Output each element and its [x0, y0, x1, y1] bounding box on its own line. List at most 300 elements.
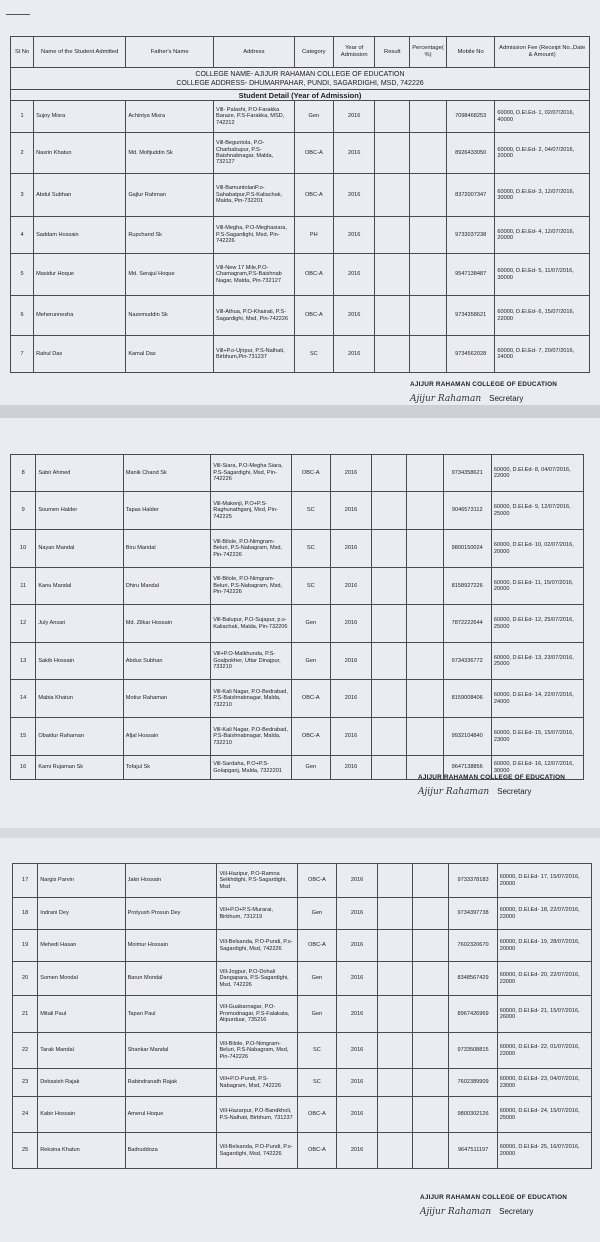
cell-address: Vill-Hazarpur, P.O-Bandkholi, P.S-Nalhati, Birbhum, 731237: [217, 1097, 297, 1133]
cell-result: [378, 930, 412, 962]
table-row: [11, 455, 584, 492]
col-sl: Sl No: [11, 37, 34, 68]
cell-mobile: 9647511197: [449, 1133, 497, 1169]
cell-category: Gen: [297, 962, 336, 996]
page-fold: [0, 828, 600, 838]
cell-father: Tofajul Sk: [123, 756, 210, 780]
col-fee: Admission Fee (Receipt No.,Date & Amount): [495, 37, 590, 68]
signature-college: AJIJUR RAHAMAN COLLEGE OF EDUCATION: [410, 381, 558, 388]
cell-address: Vill-Bilole, P.O-Nimgram-Beluri, P.S-Nabagram, Msd, Pin-742226: [211, 530, 292, 568]
cell-year: 2016: [333, 133, 375, 174]
cell-address: Vill+P.o-Ujirpur, P.S-Nalhati, Birbhum,Pin-731237: [213, 336, 294, 373]
cell-father: Md. Mofijuddin Sk: [126, 133, 214, 174]
table-row: [11, 568, 584, 605]
cell-fee: 60000, D.El.Ed- 23, 04/07/2016, 23000: [497, 1069, 591, 1097]
cell-result: [378, 1097, 412, 1133]
cell-year: 2016: [330, 568, 371, 605]
signature-role: Secretary: [499, 1207, 534, 1216]
cell-category: OBC-A: [294, 296, 333, 336]
cell-mobile: 9800302126: [449, 1097, 497, 1133]
cell-category: Gen: [291, 643, 330, 680]
cell-result: [372, 492, 407, 530]
cell-year: 2016: [336, 1097, 377, 1133]
cell-name: Kabir Hossain: [38, 1097, 125, 1133]
signature-script: Ajijur Rahaman: [410, 394, 482, 404]
table-row: [13, 930, 592, 962]
cell-result: [372, 605, 407, 643]
cell-year: 2016: [330, 605, 371, 643]
cell-father: Shankar Mandal: [125, 1033, 217, 1069]
cell-sl: 11: [11, 568, 36, 605]
cell-category: OBC-A: [297, 930, 336, 962]
cell-result: [375, 296, 410, 336]
cell-father: Nazemuddin Sk: [126, 296, 214, 336]
cell-percentage: [406, 492, 443, 530]
cell-address: Vill-BamuntolanP.o-Sahabatpur,P.S-Kaliachak, Malda, Pin-732201: [213, 174, 294, 217]
cell-year: 2016: [330, 680, 371, 718]
cell-percentage: [410, 133, 447, 174]
cell-fee: 60000, D.El.Ed- 22, 01/07/2016, 22000: [497, 1033, 591, 1069]
col-result: Result: [375, 37, 410, 68]
cell-address: Vill- Palashi, P.O-Farakka Baraze, P.S-Farakka, MSD, 742212: [213, 101, 294, 133]
table-row: [11, 217, 590, 254]
cell-percentage: [410, 254, 447, 296]
cell-percentage: [406, 680, 443, 718]
cell-mobile: 9647138856: [443, 756, 491, 780]
cell-address: Vill-Balupur, P.O-Sujapur, p.s-Kaliachak, Malda, Pin-732206: [211, 605, 292, 643]
cell-name: Kanu Mandal: [36, 568, 123, 605]
cell-address: Vill+P.O+P.S-Murarai, Birbhum, 731219: [217, 898, 297, 930]
cell-percentage: [410, 296, 447, 336]
cell-mobile: 8372007347: [446, 174, 494, 217]
cell-name: Sujoy Misra: [34, 101, 126, 133]
cell-father: Dhiru Mandal: [123, 568, 210, 605]
cell-sl: 5: [11, 254, 34, 296]
cell-sl: 8: [11, 455, 36, 492]
cell-year: 2016: [333, 217, 375, 254]
cell-mobile: 9734397738: [449, 898, 497, 930]
cell-year: 2016: [333, 296, 375, 336]
cell-mobile: 8926433050: [446, 133, 494, 174]
cell-sl: 17: [13, 864, 38, 898]
cell-mobile: 7872222644: [443, 605, 491, 643]
cell-father: Badruddoza: [125, 1133, 217, 1169]
cell-fee: 60000, D.El.Ed- 6, 15/07/2016, 22000: [495, 296, 590, 336]
cell-year: 2016: [333, 336, 375, 373]
cell-category: Gen: [294, 101, 333, 133]
cell-percentage: [406, 568, 443, 605]
cell-address: Vill-New 17 Mile,P.O-Chamagram,P.S-Baishnab Nagar, Malda, Pin-732127: [213, 254, 294, 296]
page-3: [0, 838, 600, 1242]
cell-category: OBC-A: [297, 1097, 336, 1133]
cell-mobile: 9733378183: [449, 864, 497, 898]
cell-result: [375, 217, 410, 254]
table-row: [11, 643, 584, 680]
cell-fee: 60000, D.El.Ed- 1, 02/07/2016, 40000: [495, 101, 590, 133]
col-year: Year of Admission: [333, 37, 375, 68]
cell-fee: 60000, D.El.Ed- 5, 11/07/2016, 30000: [495, 254, 590, 296]
cell-name: Nayan Mandal: [36, 530, 123, 568]
cell-name: Mabia Khatun: [36, 680, 123, 718]
cell-category: SC: [291, 492, 330, 530]
cell-father: Barun Mondal: [125, 962, 217, 996]
cell-category: OBC-A: [297, 864, 336, 898]
cell-percentage: [412, 1097, 449, 1133]
cell-year: 2016: [330, 530, 371, 568]
cell-category: SC: [297, 1069, 336, 1097]
signature-role: Secretary: [497, 787, 532, 796]
student-table-page-1: [10, 36, 590, 373]
cell-father: Kamal Das: [126, 336, 214, 373]
table-row: [11, 718, 584, 756]
cell-percentage: [410, 174, 447, 217]
table-row: [11, 254, 590, 296]
cell-father: Md. Zilkar Hossain: [123, 605, 210, 643]
cell-father: Amerul Hoque: [125, 1097, 217, 1133]
cell-address: Vill-Kali Nagar, P.O-Bedrabad, P.S-Baishnabnagar, Malda, 732210: [211, 718, 292, 756]
cell-name: July Ansari: [36, 605, 123, 643]
cell-name: Soumen Halder: [36, 492, 123, 530]
cell-mobile: 9932104840: [443, 718, 491, 756]
cell-percentage: [410, 101, 447, 133]
cell-sl: 19: [13, 930, 38, 962]
col-name: Name of the Student Admitted: [34, 37, 126, 68]
cell-percentage: [412, 996, 449, 1033]
cell-name: Nargis Parvin: [38, 864, 125, 898]
cell-name: Sakib Hossain: [36, 643, 123, 680]
cell-percentage: [406, 643, 443, 680]
scan-mark: [6, 14, 30, 15]
cell-year: 2016: [336, 898, 377, 930]
cell-mobile: 7602389909: [449, 1069, 497, 1097]
cell-name: Debasish Rajak: [38, 1069, 125, 1097]
table-row: [13, 1133, 592, 1169]
col-percentage: Percentage( %): [410, 37, 447, 68]
cell-fee: 60000, D.El.Ed- 12, 25/07/2016, 25000: [491, 605, 583, 643]
cell-result: [375, 254, 410, 296]
cell-fee: 60000, D.El.Ed- 20, 22/07/2016, 22000: [497, 962, 591, 996]
cell-result: [372, 568, 407, 605]
cell-mobile: 8159008406: [443, 680, 491, 718]
table-row: [11, 101, 590, 133]
cell-sl: 13: [11, 643, 36, 680]
table-row: [11, 133, 590, 174]
table-row: [11, 492, 584, 530]
cell-mobile: 8158927226: [443, 568, 491, 605]
signature-college: AJIJUR RAHAMAN COLLEGE OF EDUCATION: [420, 1194, 568, 1201]
cell-address: Vill-Athua, P.O-Khairati, P.S-Sagardighi, Msd, Pin-742226: [213, 296, 294, 336]
cell-father: Jakir Hossain: [125, 864, 217, 898]
cell-percentage: [412, 1133, 449, 1169]
cell-father: Protyush Prosun Dey: [125, 898, 217, 930]
cell-sl: 14: [11, 680, 36, 718]
cell-address: Vill+P.O-Pundi, P.S-Nabagram, Msd, 742226: [217, 1069, 297, 1097]
table-row: [13, 898, 592, 930]
cell-fee: 60000, D.El.Ed- 15, 15/07/2016, 23000: [491, 718, 583, 756]
table-row: [13, 864, 592, 898]
cell-category: OBC-A: [297, 1133, 336, 1169]
table-row: [13, 1097, 592, 1133]
student-table-page-3: [12, 863, 592, 1169]
cell-father: Motiur Rahaman: [123, 680, 210, 718]
cell-result: [372, 756, 407, 780]
cell-name: Abdul Subhan: [34, 174, 126, 217]
cell-mobile: 9046573112: [443, 492, 491, 530]
cell-father: Achintya Misra: [126, 101, 214, 133]
table-row: [11, 336, 590, 373]
cell-result: [372, 680, 407, 718]
table-row: [13, 1033, 592, 1069]
cell-category: OBC-A: [291, 680, 330, 718]
cell-result: [378, 1033, 412, 1069]
cell-result: [372, 455, 407, 492]
cell-sl: 20: [13, 962, 38, 996]
cell-result: [375, 133, 410, 174]
cell-percentage: [410, 336, 447, 373]
cell-sl: 23: [13, 1069, 38, 1097]
cell-sl: 2: [11, 133, 34, 174]
cell-percentage: [412, 1069, 449, 1097]
cell-result: [378, 898, 412, 930]
cell-category: SC: [297, 1033, 336, 1069]
table-row: [13, 962, 592, 996]
cell-sl: 9: [11, 492, 36, 530]
cell-mobile: 9734336772: [443, 643, 491, 680]
cell-year: 2016: [330, 718, 371, 756]
cell-fee: 60000, D.El.Ed- 7, 20/07/2016, 24000: [495, 336, 590, 373]
table-row: [11, 174, 590, 217]
cell-sl: 1: [11, 101, 34, 133]
cell-category: Gen: [297, 996, 336, 1033]
cell-address: Vill-Makenji, P.O+P.S-Raghunathganj, Msd, Pin-742225: [211, 492, 292, 530]
col-father: Father's Name: [126, 37, 214, 68]
cell-address: Vill+P.O-Malkhunda, P.S-Goalpokher, Uttar Dinajpur, 733210: [211, 643, 292, 680]
cell-mobile: 9547138487: [446, 254, 494, 296]
cell-category: OBC-A: [294, 174, 333, 217]
table-subtitle: Student Detail (Year of Admission): [11, 90, 590, 101]
cell-name: Sabir Ahmed: [36, 455, 123, 492]
college-header: [11, 68, 590, 90]
cell-year: 2016: [336, 930, 377, 962]
cell-sl: 15: [11, 718, 36, 756]
cell-fee: 60000, D.El.Ed- 4, 12/07/2016, 20000: [495, 217, 590, 254]
cell-fee: 60000, D.El.Ed- 25, 16/07/2016, 20000: [497, 1133, 591, 1169]
cell-percentage: [412, 962, 449, 996]
cell-result: [378, 1069, 412, 1097]
cell-category: SC: [294, 336, 333, 373]
cell-father: Rabindranath Rajak: [125, 1069, 217, 1097]
cell-percentage: [412, 930, 449, 962]
cell-father: Rupchand Sk: [126, 217, 214, 254]
cell-percentage: [412, 898, 449, 930]
cell-category: Gen: [291, 605, 330, 643]
cell-category: OBC-A: [291, 718, 330, 756]
cell-father: Md. Serajul Hoque: [126, 254, 214, 296]
col-category: Category: [294, 37, 333, 68]
cell-name: Meherunnesha: [34, 296, 126, 336]
cell-year: 2016: [333, 174, 375, 217]
cell-result: [378, 996, 412, 1033]
cell-percentage: [406, 605, 443, 643]
cell-category: SC: [291, 530, 330, 568]
cell-mobile: 8348567429: [449, 962, 497, 996]
cell-category: OBC-A: [294, 133, 333, 174]
cell-result: [375, 101, 410, 133]
cell-father: Moimur Hossain: [125, 930, 217, 962]
cell-name: Rahul Das: [34, 336, 126, 373]
cell-address: Vill-Jogpur, P.O-Dohali Dangapara, P.S-Sagardighi, Msd, 742226: [217, 962, 297, 996]
table-row: [11, 530, 584, 568]
cell-year: 2016: [333, 101, 375, 133]
cell-year: 2016: [330, 492, 371, 530]
cell-result: [372, 643, 407, 680]
col-mobile: Mobile No: [446, 37, 494, 68]
cell-mobile: 9734358621: [443, 455, 491, 492]
cell-percentage: [406, 530, 443, 568]
signature-script: Ajijur Rahaman: [420, 1207, 492, 1217]
cell-fee: 60000, D.El.Ed- 8, 04/07/2016, 22000: [491, 455, 583, 492]
cell-father: Tapan Paul: [125, 996, 217, 1033]
cell-mobile: 9800150024: [443, 530, 491, 568]
college-name: COLLEGE NAME- AJIJUR RAHAMAN COLLEGE OF EDUCATION: [195, 70, 405, 78]
cell-mobile: 7098468253: [446, 101, 494, 133]
cell-percentage: [412, 864, 449, 898]
cell-name: Masidur Hoque: [34, 254, 126, 296]
cell-year: 2016: [330, 756, 371, 780]
student-table-page-2: [10, 454, 584, 780]
cell-year: 2016: [336, 1033, 377, 1069]
cell-name: Saddam Hossain: [34, 217, 126, 254]
cell-sl: 25: [13, 1133, 38, 1169]
signature-block-1: [410, 381, 557, 406]
cell-category: OBC-A: [294, 254, 333, 296]
cell-fee: 60000, D.El.Ed- 24, 15/07/2016, 25000: [497, 1097, 591, 1133]
cell-percentage: [406, 455, 443, 492]
cell-category: Gen: [291, 756, 330, 780]
table-row: [11, 605, 584, 643]
cell-result: [375, 336, 410, 373]
cell-mobile: 9733037238: [446, 217, 494, 254]
cell-category: Gen: [297, 898, 336, 930]
cell-year: 2016: [336, 962, 377, 996]
cell-address: Vill-Siara, P.O-Megha Siara, P.S-Sagardighi, Msd, Pin-742226: [211, 455, 292, 492]
page-2: [0, 418, 600, 828]
cell-year: 2016: [336, 996, 377, 1033]
cell-percentage: [406, 718, 443, 756]
cell-result: [375, 174, 410, 217]
cell-result: [378, 962, 412, 996]
cell-name: Obaidur Rahaman: [36, 718, 123, 756]
cell-address: Vill-Belsanda, P.O-Pundi, P.s-Sagardighi, Msd, 742226: [217, 1133, 297, 1169]
signature-block-3: [420, 1194, 567, 1219]
cell-address: Vill-Beguntola, P.O-Charbabupur, P.S-Baishnabnagar, Malda, 732127: [213, 133, 294, 174]
cell-name: Mitali Paul: [38, 996, 125, 1033]
cell-sl: 7: [11, 336, 34, 373]
cell-father: Biru Mandal: [123, 530, 210, 568]
cell-year: 2016: [330, 455, 371, 492]
cell-address: Vill-Kali Nagar, P.O-Bedrabad, P.S-Baishnabnagar, Malda, 732210: [211, 680, 292, 718]
cell-fee: 60000, D.El.Ed- 18, 22/07/2016, 22000: [497, 898, 591, 930]
cell-year: 2016: [336, 1133, 377, 1169]
table-row: [11, 680, 584, 718]
cell-fee: 60000, D.El.Ed- 11, 15/07/2016, 20000: [491, 568, 583, 605]
cell-sl: 24: [13, 1097, 38, 1133]
cell-name: Indrani Dey: [38, 898, 125, 930]
cell-fee: 60000, D.El.Ed- 3, 12/07/2016, 30000: [495, 174, 590, 217]
cell-sl: 22: [13, 1033, 38, 1069]
cell-father: Afjal Hossain: [123, 718, 210, 756]
signature-block-2: [418, 774, 565, 799]
cell-father: Manik Chand Sk: [123, 455, 210, 492]
college-address: COLLEGE ADDRESS- DHUMARPAHAR, PUNDI, SAGARDIGHI, MSD, 742226: [176, 79, 424, 87]
cell-category: OBC-A: [291, 455, 330, 492]
cell-sl: 10: [11, 530, 36, 568]
cell-fee: 60000, D.El.Ed- 14, 22/07/2016, 24000: [491, 680, 583, 718]
col-address: Address: [213, 37, 294, 68]
cell-percentage: [410, 217, 447, 254]
signature-script: Ajijur Rahaman: [418, 787, 490, 797]
cell-sl: 4: [11, 217, 34, 254]
cell-mobile: 9734562028: [446, 336, 494, 373]
cell-address: Vill-Megha, P.O-Meghasiara, P.S-Sagardighi, Msd, Pin-742226: [213, 217, 294, 254]
cell-sl: 21: [13, 996, 38, 1033]
cell-mobile: 7602320670: [449, 930, 497, 962]
cell-percentage: [412, 1033, 449, 1069]
cell-mobile: 9733508815: [449, 1033, 497, 1069]
cell-name: Somen Mondal: [38, 962, 125, 996]
signature-college: AJIJUR RAHAMAN COLLEGE OF EDUCATION: [418, 774, 566, 781]
signature-role: Secretary: [489, 394, 524, 403]
table-row: [13, 996, 592, 1033]
cell-mobile: 8967426969: [449, 996, 497, 1033]
cell-category: SC: [291, 568, 330, 605]
cell-sl: 12: [11, 605, 36, 643]
cell-sl: 18: [13, 898, 38, 930]
cell-year: 2016: [333, 254, 375, 296]
cell-name: Kami Rujaman Sk: [36, 756, 123, 780]
cell-result: [372, 718, 407, 756]
cell-fee: 60000, D.El.Ed- 19, 28/07/2016, 20000: [497, 930, 591, 962]
cell-address: Vill-Bilole, P.O-Nimgram-Beluri, P.S-Nabagram, Msd, Pin-742226: [217, 1033, 297, 1069]
table-row: [11, 296, 590, 336]
cell-address: Vill-Bilole, P.O-Nimgram-Beluri, P.S-Nabagram, Msd, Pin-742226: [211, 568, 292, 605]
cell-address: Vill-Sardaha, P.O+P.S-Golapganj, Malda, 7322201: [211, 756, 292, 780]
page-1: [0, 0, 600, 405]
cell-result: [378, 864, 412, 898]
cell-year: 2016: [336, 864, 377, 898]
cell-category: PH: [294, 217, 333, 254]
cell-father: Gajlur Rahman: [126, 174, 214, 217]
table-row: [13, 1069, 592, 1097]
cell-name: Reksina Khatun: [38, 1133, 125, 1169]
cell-year: 2016: [336, 1069, 377, 1097]
cell-fee: 60000, D.El.Ed- 21, 15/07/2016, 26000: [497, 996, 591, 1033]
cell-fee: 60000, D.El.Ed- 17, 15/07/2016, 20000: [497, 864, 591, 898]
cell-mobile: 9734358621: [446, 296, 494, 336]
cell-sl: 3: [11, 174, 34, 217]
cell-sl: 16: [11, 756, 36, 780]
cell-address: Vill-Belsanda, P.O-Pundi, P.s-Sagardighi, Msd, 742226: [217, 930, 297, 962]
cell-fee: 60000, D.El.Ed- 10, 02/07/2016, 20000: [491, 530, 583, 568]
cell-sl: 6: [11, 296, 34, 336]
cell-year: 2016: [330, 643, 371, 680]
cell-fee: 60000, D.El.Ed- 2, 04/07/2016, 20000: [495, 133, 590, 174]
cell-name: Nasrin Khatun: [34, 133, 126, 174]
cell-result: [372, 530, 407, 568]
cell-father: Abdus Subhan: [123, 643, 210, 680]
cell-result: [378, 1133, 412, 1169]
cell-name: Mehedi Hasan: [38, 930, 125, 962]
